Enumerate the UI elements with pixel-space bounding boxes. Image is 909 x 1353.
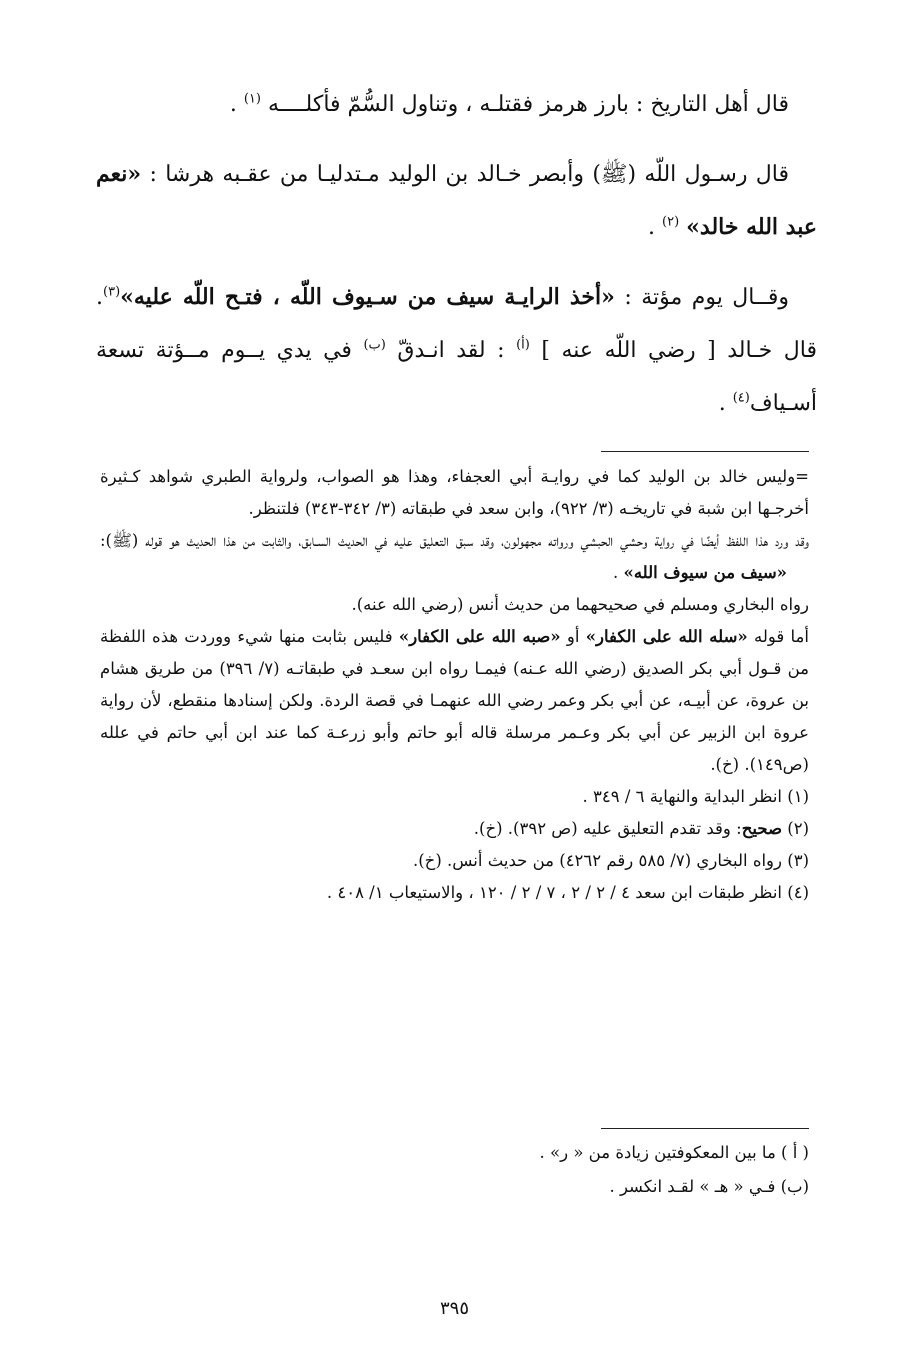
footnote-3: (٣) رواه البخاري (٧/ ٥٨٥ رقم ٤٢٦٢) من حديث أنس. (خ). xyxy=(412,851,809,870)
footnote-4: (٤) انظر طبقات ابن سعد ٤ / ٢ / ٢ ، ٧ / ٢ / ١٢٠ ، والاستيعاب ١/ ٤٠٨ . xyxy=(326,883,809,902)
note-text: . xyxy=(613,563,619,582)
hadith-quote: «أخذ الرايـة سيف من سـيوف اللّه ، فتـح اللّه عليه» xyxy=(120,284,615,310)
footnote-divider xyxy=(601,451,809,452)
hadith-quote: «صبه الله على الكفار» xyxy=(398,627,561,646)
paragraph-end: . xyxy=(229,92,237,117)
page-number: ٣٩٥ xyxy=(439,1298,469,1319)
variant-note-a: ( أ ) ما بين المعكوفتين زيادة من « ر» . xyxy=(539,1143,809,1162)
footnote-ref: (٣) xyxy=(103,284,121,300)
note-paragraph: رواه البخاري ومسلم في صحيحهما من حديث أنس (رضي الله عنه). xyxy=(351,595,809,614)
paragraph-text: وقــال يوم مؤتة : xyxy=(624,285,789,310)
variant-note-b: (ب) فـي « هـ » لقـد انكسر . xyxy=(609,1177,809,1196)
footnote-ref: (١) xyxy=(243,91,261,107)
note-text: وقد ورد هذا اللفظ أيضًا في رواية وحشي الحبشي ورواته مجهولون، وقد سبق التعليق عليه في الحديث السـابق، والثابت من هذا الحديث هو قوله (ﷺ): xyxy=(100,531,809,550)
grading-label: صحيح xyxy=(741,819,782,838)
paragraph-end: . xyxy=(648,215,656,240)
note-text: فليس بثابت منها شيء ووردت هذه اللفظة من قـول أبي بكر الصديق (رضي الله عـنه) فيمـا رواه ابن سعـد في طبقاتـه (٧/ ٣٩٦) من طريق هشام بن عروة، عن أبيـه، عن أبي بكر وعمر رضي الله عنهمـا في قصة الردة. ولكن إسنادها منقطع، لأن رواية عروة ابن الزبير عن أبي بكر وعـمر مرسلة قاله أبو حاتم وأبو زرعـة كما عند ابن أبي حاتم في علله (ص١٤٩). (خ). xyxy=(100,627,810,774)
note-text: : وقد تقدم التعليق عليه (ص ٣٩٢). (خ). xyxy=(473,819,742,838)
paragraph-text: : لقد انـدقّ xyxy=(397,338,505,363)
variant-notes xyxy=(100,1136,809,1204)
hadith-quote: «سيف من سيوف الله» xyxy=(623,563,787,582)
variants-divider xyxy=(601,1128,809,1129)
note-text: أما قوله xyxy=(753,627,809,646)
paragraph-text: . قال خـالد [ رضي اللّه عنه ] xyxy=(96,285,817,363)
footnote-ref: (٢) xyxy=(662,214,680,230)
main-paragraph-2 xyxy=(96,148,817,254)
paragraph-text: قال أهل التاريخ : بارز هرمز فقتلـه ، وتناول السُّمّ فأكلــــه xyxy=(267,92,789,117)
note-continuation: =وليس خالد بن الوليد كما في روايـة أبي العجفاء، وهذا هو الصواب، ولرواية الطبري شواهد كـثيرة أخرجـها ابن شبة في تاريخـه (٣/ ٩٢٢)، وابن سعد في طبقاته (٣/ ٣٤٢-٣٤٣) فلتنظر. xyxy=(100,467,809,518)
main-text xyxy=(96,78,817,447)
variant-ref: (ب) xyxy=(363,337,386,353)
footnote-1: (١) انظر البداية والنهاية ٦ / ٣٤٩ . xyxy=(582,787,809,806)
hadith-quote: «سله الله على الكفار» xyxy=(585,627,748,646)
footnote-2 xyxy=(100,813,809,845)
footnotes xyxy=(100,461,809,909)
hadith-quote: «نعم عبد الله خالد» xyxy=(96,161,817,240)
note-paragraph xyxy=(100,525,809,589)
variant-ref: (أ) xyxy=(516,337,530,353)
paragraph-end: . xyxy=(718,391,726,416)
main-paragraph-1 xyxy=(96,78,817,131)
main-paragraph-3 xyxy=(96,271,817,430)
footnote-number: (٢) xyxy=(787,819,809,838)
note-paragraph xyxy=(100,621,809,781)
footnote-ref: (٤) xyxy=(732,390,750,406)
note-text: أو xyxy=(566,627,580,646)
paragraph-text: قال رسـول اللّه (ﷺ) وأبصر خـالد بن الوليد مـتدليـا من عقـبه هرشا : xyxy=(149,162,789,187)
paragraph-text: في يدي يــوم مــؤتة تسعة أسـياف xyxy=(96,338,817,416)
